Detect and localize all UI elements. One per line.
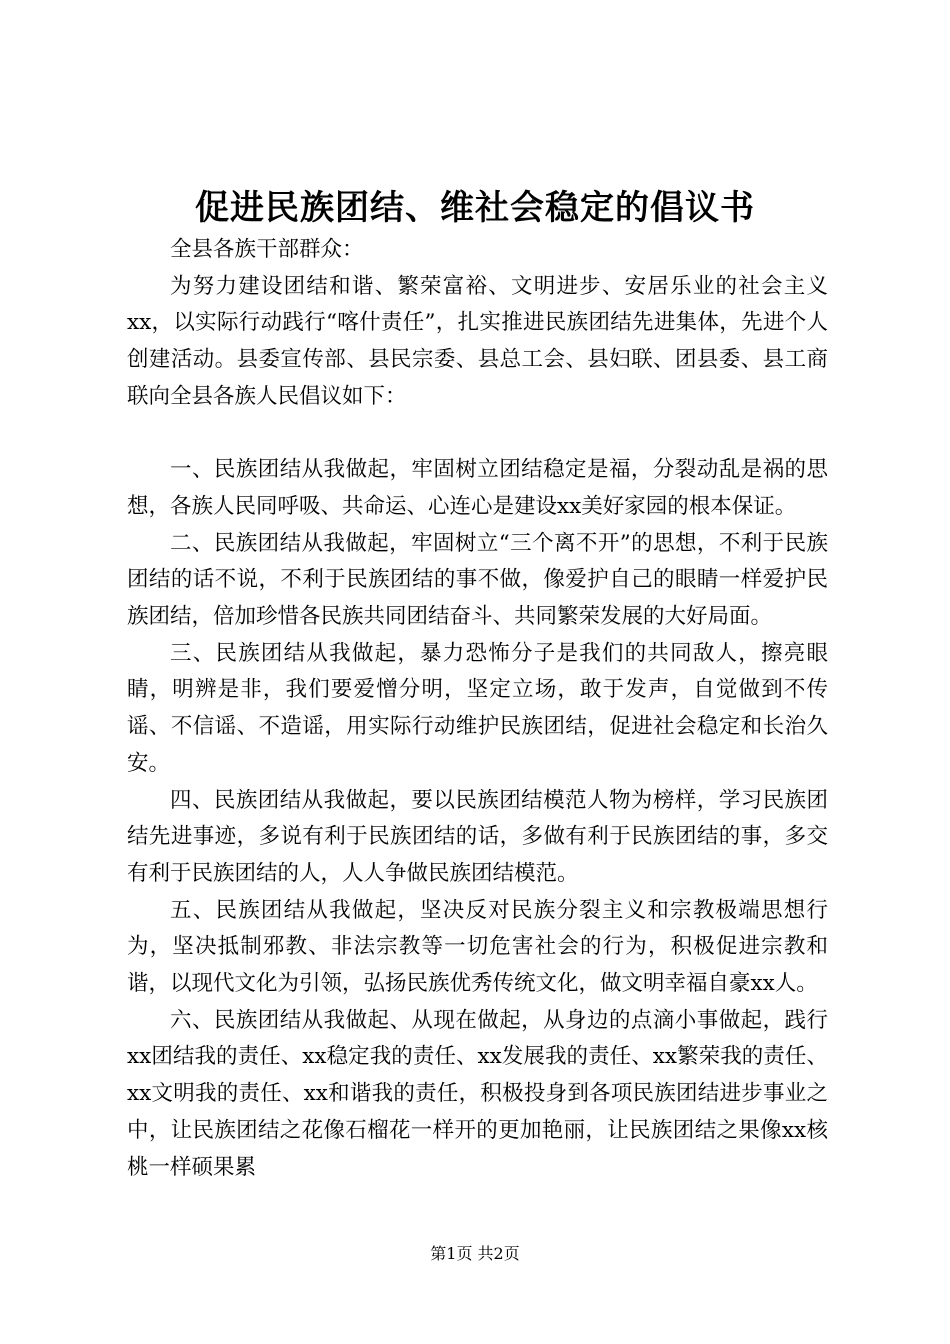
document-body [127, 232, 828, 1186]
paragraph-spacer [127, 416, 828, 453]
page-title: 促进民族团结、维社会稳定的倡议书 [195, 188, 755, 228]
proposal-item-5: 五、民族团结从我做起，坚决反对民族分裂主义和宗教极端思想行为，坚决抵制邪教、非法宗教等一切危害社会的行为，积极促进宗教和谐，以现代文化为引领，弘扬民族优秀传统文化，做文明幸福自豪xx人。 [127, 897, 828, 997]
intro-paragraph: 为努力建设团结和谐、繁荣富裕、文明进步、安居乐业的社会主义xx，以实际行动践行“喀什责任”，扎实推进民族团结先进集体，先进个人创建活动。县委宣传部、县民宗委、县总工会、县妇联、团县委、县工商联向全县各族人民倡议如下： [127, 273, 828, 409]
proposal-item-4: 四、民族团结从我做起，要以民族团结模范人物为榜样，学习民族团结先进事迹，多说有利于民族团结的话，多做有利于民族团结的事，多交有利于民族团结的人，人人争做民族团结模范。 [127, 787, 828, 886]
page-number: 第1页 共2页 [430, 1244, 520, 1263]
proposal-item-1: 一、民族团结从我做起，牢固树立团结稳定是福，分裂动乱是祸的思想，各族人民同呼吸、共命运、心连心是建设xx美好家园的根本保证。 [127, 457, 828, 519]
proposal-item-6: 六、民族团结从我做起、从现在做起，从身边的点滴小事做起，践行xx团结我的责任、xx稳定我的责任、xx发展我的责任、xx繁荣我的责任、xx文明我的责任、xx和谐我的责任，积极投身到各项民族团结进步事业之中，让民族团结之花像石榴花一样开的更加艳丽，让民族团结之果像xx核桃一样硕果累 [127, 1007, 828, 1180]
proposal-item-3: 三、民族团结从我做起，暴力恐怖分子是我们的共同敌人，擦亮眼睛，明辨是非，我们要爱憎分明，坚定立场，敢于发声，自觉做到不传谣、不信谣、不造谣，用实际行动维护民族团结，促进社会稳定和长治久安。 [127, 640, 828, 776]
salutation: 全县各族干部群众： [170, 237, 364, 262]
proposal-item-2: 二、民族团结从我做起，牢固树立“三个离不开”的思想，不利于民族团结的话不说，不利于民族团结的事不做，像爱护自己的眼睛一样爱护民族团结，倍加珍惜各民族共同团结奋斗、共同繁荣发展的大好局面。 [127, 530, 828, 630]
